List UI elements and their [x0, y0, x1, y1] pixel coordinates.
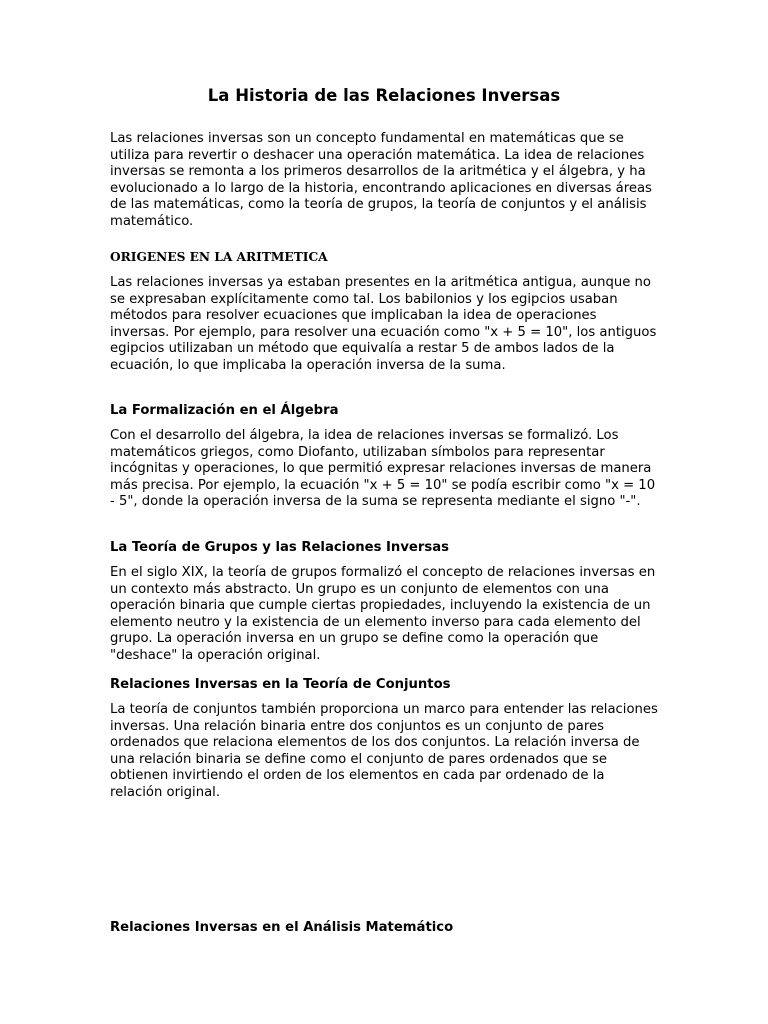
section-heading-origenes: ORIGENES EN LA ARITMETICA [110, 250, 328, 264]
section-body-origenes: Las relaciones inversas ya estaban presentes en la aritmética antigua, aunque no se expresaban explícitamente como tal. Los babilonios y los egipcios usaban métodos para resolver ecuaciones que implicaban la idea de operaciones inversas. Por ejemplo, para resolver una ecuación como "x + 5 = 10", los antiguos egipcios utilizaban un método que equivalía a restar 5 de ambos lados de la ecuación, lo que implicaba la operación inversa de la suma. [110, 275, 657, 373]
section-heading-analisis: Relaciones Inversas en el Análisis Matemático [110, 920, 454, 935]
document-title: La Historia de las Relaciones Inversas [207, 86, 561, 105]
section-heading-grupos: La Teoría de Grupos y las Relaciones Inversas [110, 540, 449, 555]
section-body-conjuntos: La teoría de conjuntos también proporciona un marco para entender las relaciones inversas. Una relación binaria entre dos conjuntos es un conjunto de pares ordenados que relaciona elementos de los dos conjuntos. La relación inversa de una relación binaria se define como el conjunto de pares ordenados que se obtienen invirtiendo el orden de los elementos en cada par ordenado de la relación original. [110, 702, 658, 800]
section-heading-algebra: La Formalización en el Álgebra [110, 403, 339, 418]
section-body-algebra: Con el desarrollo del álgebra, la idea de relaciones inversas se formalizó. Los matemáticos griegos, como Diofanto, utilizaban símbolos para representar incógnitas y operaciones, lo que permitió expresar relaciones inversas de manera más precisa. Por ejemplo, la ecuación "x + 5 = 10" se podía escribir como "x = 10 - 5", donde la operación inversa de la suma se representa mediante el signo "-". [110, 428, 656, 509]
section-heading-conjuntos: Relaciones Inversas en la Teoría de Conjuntos [110, 677, 451, 692]
section-body-grupos: En el siglo XIX, la teoría de grupos formalizó el concepto de relaciones inversas en un contexto más abstracto. Un grupo es un conjunto de elementos con una operación binaria que cumple ciertas propiedades, incluyendo la existencia de un elemento neutro y la existencia de un elemento inverso para cada elemento del grupo. La operación inversa en un grupo se define como la operación que "deshace" la operación original. [110, 565, 656, 663]
intro-paragraph: Las relaciones inversas son un concepto fundamental en matemáticas que se utiliza para revertir o deshacer una operación matemática. La idea de relaciones inversas se remonta a los primeros desarrollos de la aritmética y el álgebra, y ha evolucionado a lo largo de la historia, encontrando aplicaciones en diversas áreas de las matemáticas, como la teoría de grupos, la teoría de conjuntos y el análisis matemático. [110, 131, 652, 229]
